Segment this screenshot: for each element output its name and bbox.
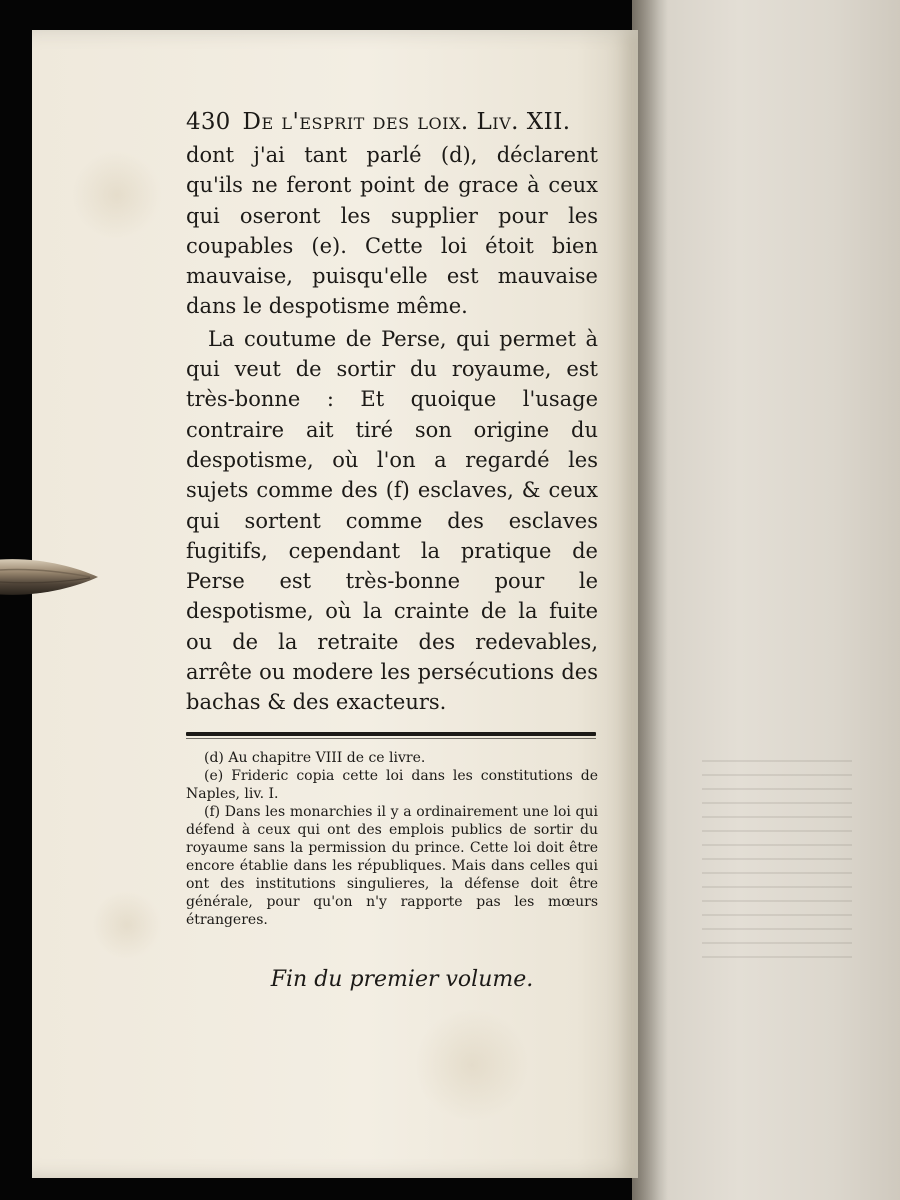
paper-stain (92, 890, 162, 960)
pointer-stick-icon (0, 552, 100, 602)
footnote-d: (d) Au chapitre VIII de ce livre. (204, 749, 426, 766)
colophon: Fin du premier volume. (270, 966, 534, 992)
paragraph: dont j'ai tant parlé (d), déclarent qu'ils ne feront point de grace à ceux qui oseront les supplier pour les coupables (e). Cette loi étoit bien mauvaise, puisqu'elle est mauvaise dans le despotisme même. (186, 143, 598, 319)
page-text (186, 104, 598, 995)
footnote-rule (186, 732, 596, 736)
paragraph: La coutume de Perse, qui permet à qui veut de sortir du royaume, est très-bonne : Et quoique l'usage contraire ait tiré son origine du despotisme, où l'on a regardé les sujets comme des (f) esclaves, & ceux qui sortent comme des esclaves fugitifs, cependant la pratique de Perse est très-bonne pour le despotisme, où la crainte de la fuite ou de la retraite des redevables, arrête ou modere les persécutions des bachas & des exacteurs. (186, 326, 598, 715)
body-text (186, 140, 598, 718)
paper-stain (72, 150, 162, 240)
show-through-text (702, 760, 852, 960)
facing-page (632, 0, 900, 1200)
page-number: 430 (186, 109, 231, 135)
paper-stain (412, 1010, 532, 1120)
running-head (186, 104, 598, 140)
footnote-e: (e) Frideric copia cette loi dans les constitutions de Naples, liv. I. (186, 767, 598, 802)
footnote-f: (f) Dans les monarchies il y a ordinairement une loi qui défend à ceux qui ont des emplois publics de sortir du royaume sans la permission du prince. Cette loi doit être encore établie dans les républiques. Mais dans celles qui ont des institutions singulieres, la défense doit être générale, pour qu'on n'y rapporte pas les mœurs étrangeres. (186, 803, 598, 928)
footnote-rule-thin (186, 738, 596, 739)
footnotes (186, 749, 598, 929)
running-head-title: De l'esprit des loix. Liv. XII. (242, 109, 571, 135)
